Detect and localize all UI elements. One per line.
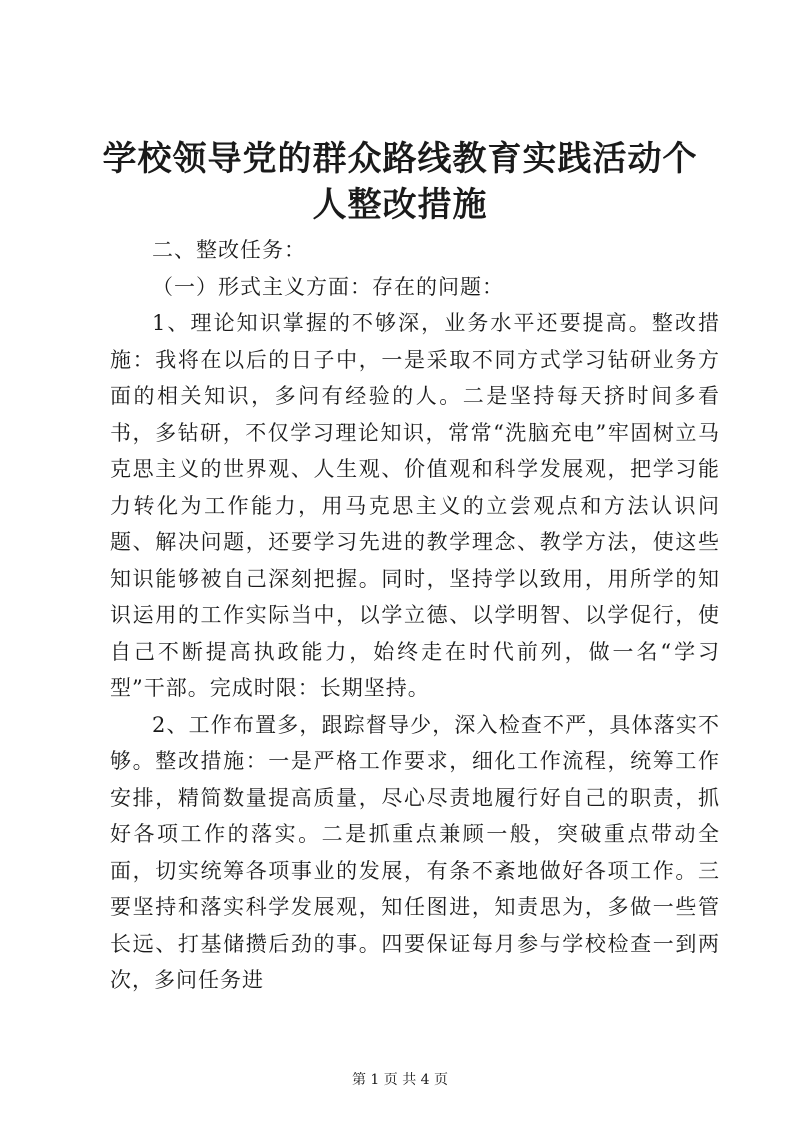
paragraph-item-2: 2、工作布置多，跟踪督导少，深入检查不严，具体落实不够。整改措施：一是严格工作要求，细化工作流程，统筹工作安排，精简数量提高质量，尽心尽责地履行好自己的职责，抓好各项工作的落实。二是抓重点兼顾一般，突破重点带动全面，切实统筹各项事业的发展，有条不紊地做好各项工作。三要坚持和落实科学发展观，知任图进，知责思为，多做一些管长远、打基储攒后劲的事。四要保证每月参与学校检查一到两次，多问任务进 — [110, 712, 720, 992]
document-body — [110, 232, 720, 999]
document-title: 学校领导党的群众路线教育实践活动个人整改措施 — [102, 139, 698, 225]
paragraph-subsection-heading: （一）形式主义方面：存在的问题： — [152, 274, 504, 299]
page-number-footer: 第 1 页 共 4 页 — [351, 1072, 449, 1088]
paragraph-item-1: 1、理论知识掌握的不够深，业务水平还要提高。整改措施：我将在以后的日子中，一是采取不同方式学习钻研业务方面的相关知识，多问有经验的人。二是坚持每天挤时间多看书，多钻研，不仅学习理论知识，常常“洗脑充电”牢固树立马克思主义的世界观、人生观、价值观和科学发展观，把学习能力转化为工作能力，用马克思主义的立尝观点和方法认识问题、解决问题，还要学习先进的教学理念、教学方法，使这些知识能够被自己深刻把握。同时，坚持学以致用，用所学的知识运用的工作实际当中，以学立德、以学明智、以学促行，使自己不断提高执政能力，始终走在时代前列，做一名“学习型”干部。完成时限：长期坚持。 — [110, 311, 720, 700]
paragraph-section-heading: 二、整改任务： — [152, 238, 306, 262]
